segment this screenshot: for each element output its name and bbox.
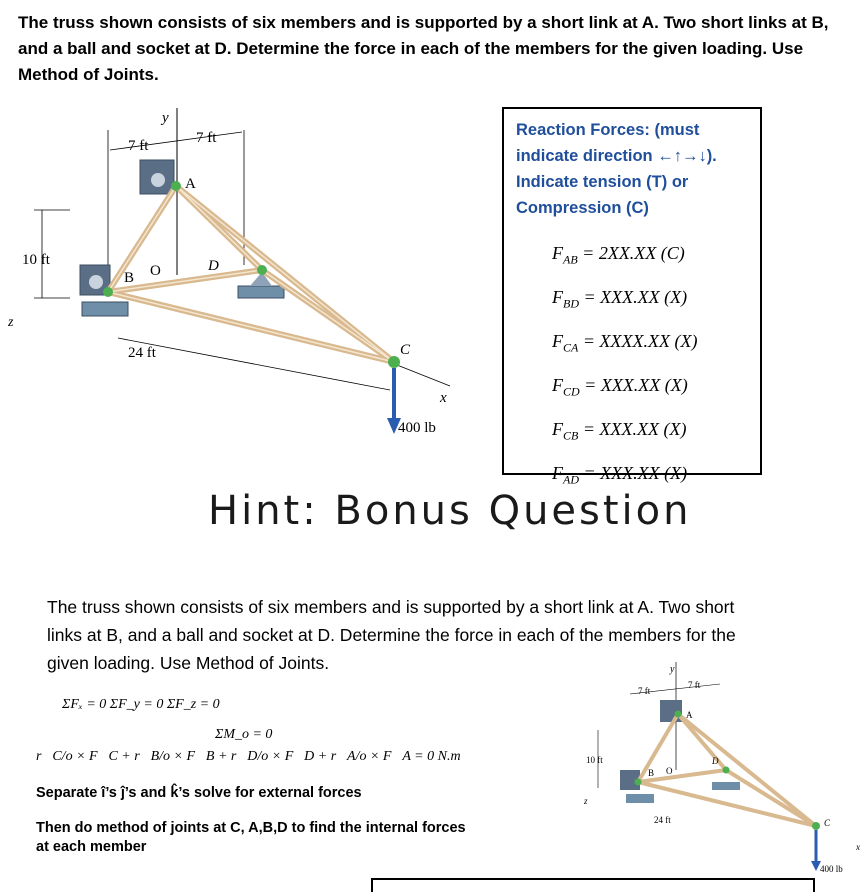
x-axis-label: x	[440, 390, 447, 406]
svg-text:y: y	[670, 664, 675, 675]
label-d: D	[208, 258, 219, 274]
partial-answer-box	[371, 878, 815, 892]
step-method-joints-line-1: Then do method of joints at C, A,B,D to find the internal forces	[36, 820, 466, 836]
svg-text:O: O	[666, 766, 673, 776]
box-title-line-2: indicate direction ←↑→↓).	[516, 147, 717, 165]
svg-text:D: D	[712, 756, 719, 766]
label-o: O	[150, 263, 161, 279]
reaction-forces-box	[502, 107, 762, 488]
bonus-statement: The truss shown consists of six members and is supported by a short link at A. Two short links at B, and a ball and socket at D. Determine the force in each of the members for the given loading. Use Method of Joints.	[47, 597, 736, 673]
force-cd: $F_{CD} = XXX.XX$ (X)	[552, 375, 688, 399]
svg-text:z: z	[584, 796, 588, 806]
equation-sum-moments: ΣM_o = 0	[215, 727, 273, 742]
load-label: 400 lb	[398, 420, 436, 436]
svg-text:7 ft: 7 ft	[638, 686, 651, 696]
svg-text:24 ft: 24 ft	[654, 815, 671, 825]
joint-c	[388, 356, 400, 368]
force-cb: $F_{CB} = XXX.XX$ (X)	[552, 419, 687, 443]
step-separate: Separate î’s ĵ’s and k̂’s solve for external forces	[36, 785, 362, 801]
joint-d	[257, 265, 267, 275]
box-title-line-1: Reaction Forces: (must	[516, 121, 700, 139]
equation-moment-vector: r⃗C/o × F⃗C + r⃗B/o × F⃗B + r⃗D/o × F⃗D + r⃗A/o × F⃗A = 0 N.m	[36, 749, 461, 764]
support-a	[140, 160, 174, 194]
label-c: C	[400, 342, 411, 358]
svg-text:A: A	[686, 710, 693, 720]
equation-sum-forces: ΣFₓ = 0 ΣF_y = 0 ΣF_z = 0	[62, 697, 220, 712]
truss-figure-small	[570, 658, 866, 884]
dim-left-label: 7 ft	[128, 138, 149, 154]
dim-right-label: 7 ft	[196, 130, 217, 146]
truss-figure	[0, 100, 500, 460]
svg-text:C: C	[824, 818, 831, 828]
problem-statement: The truss shown consists of six members and is supported by a short link at A. Two short links at B, and a ball and socket at D. Determine the force in each of the members for the given loading. Use Method of Joints.	[18, 13, 829, 84]
svg-text:400 lb: 400 lb	[820, 864, 843, 874]
force-ab: $F_{AB} = 2XX.XX$ (C)	[552, 243, 685, 267]
step-method-joints-line-2: at each member	[36, 839, 147, 855]
force-ad: $F_{AD} = XXX.XX$ (X)	[552, 463, 688, 488]
joint-b	[103, 287, 113, 297]
height-label: 10 ft	[22, 252, 50, 268]
svg-text:10 ft: 10 ft	[586, 755, 603, 765]
box-title-line-3: Indicate tension (T) or	[516, 173, 689, 191]
svg-text:7 ft: 7 ft	[688, 680, 701, 690]
length-label: 24 ft	[128, 345, 156, 361]
x-axis	[392, 363, 450, 386]
z-axis-label: z	[8, 315, 14, 330]
length-dim-line	[118, 338, 390, 390]
svg-text:B: B	[648, 768, 655, 778]
y-axis-label: y	[162, 110, 169, 126]
label-a: A	[185, 176, 196, 192]
support-d	[238, 272, 284, 298]
joint-a	[171, 181, 181, 191]
label-b: B	[124, 270, 135, 286]
svg-text:x: x	[856, 842, 860, 852]
force-bd: $F_{BD} = XXX.XX$ (X)	[552, 287, 688, 311]
box-title-line-4: Compression (C)	[516, 199, 649, 217]
hint-heading: Hint: Bonus Question	[208, 488, 692, 534]
force-ca: $F_{CA}$ = XXXX.XX (X)	[552, 331, 698, 355]
